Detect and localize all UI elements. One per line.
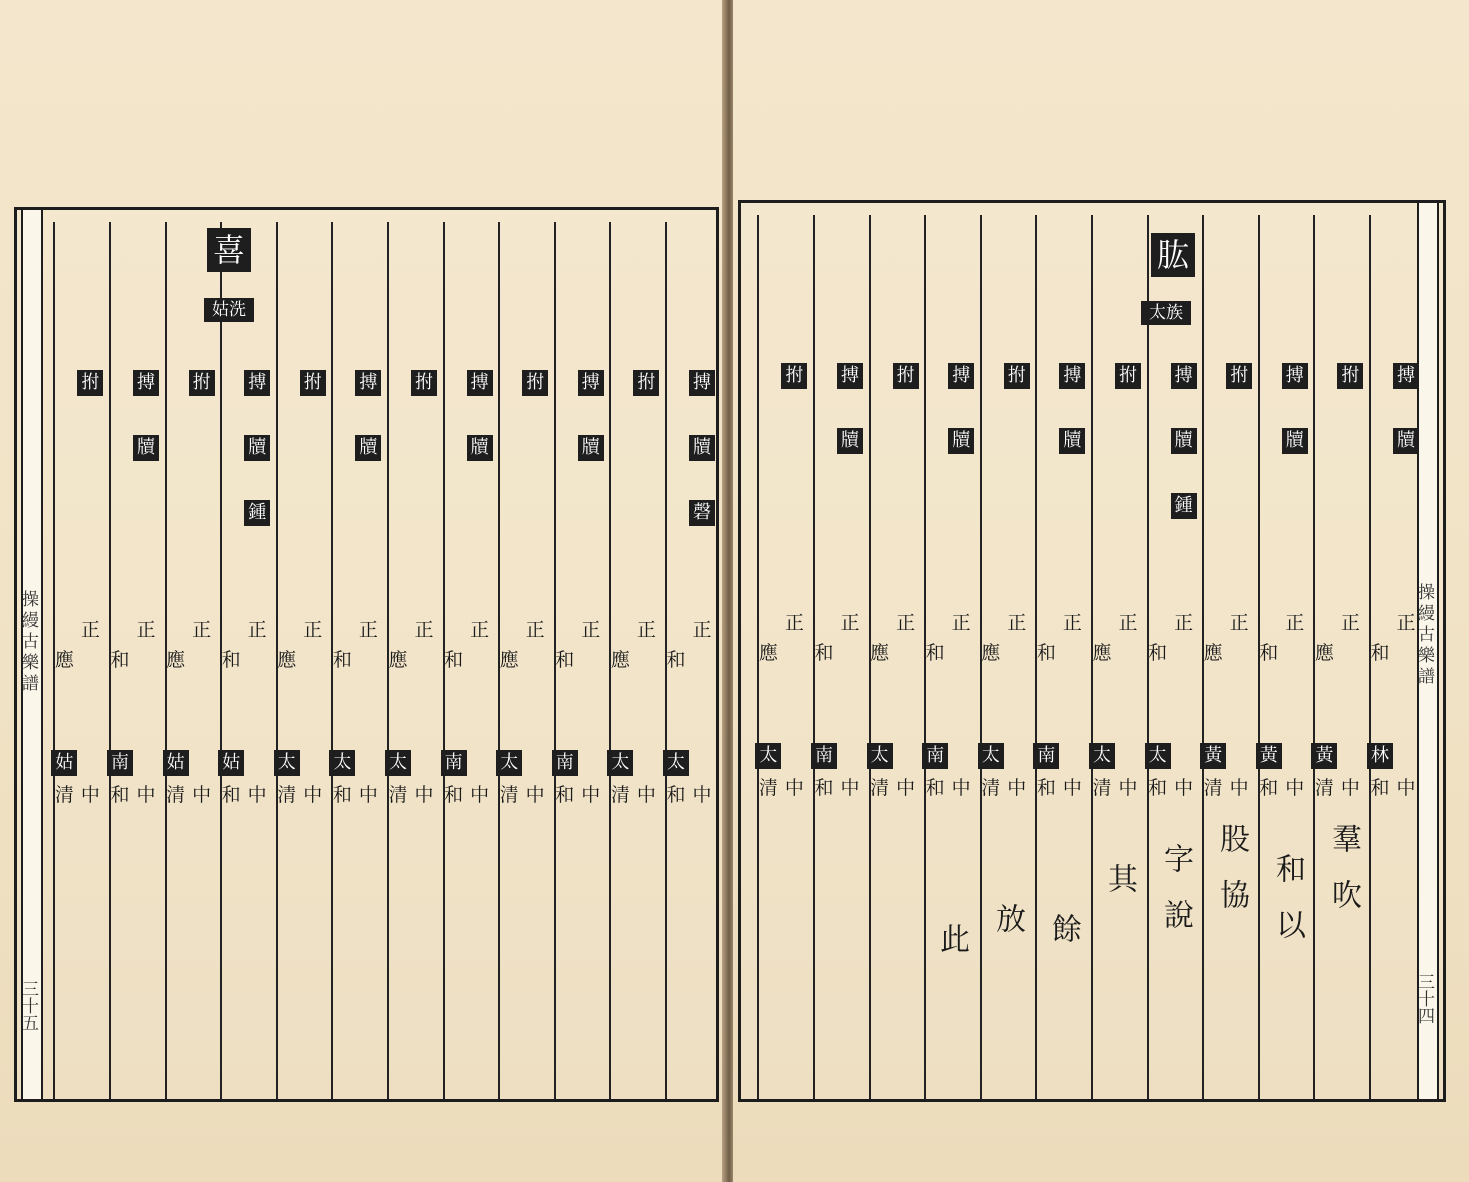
score-cell-b1: 南 — [811, 743, 837, 769]
score-cell-b3: 和 — [814, 777, 834, 799]
score-cell-top: 搏 — [837, 363, 863, 389]
score-cell-b3: 清 — [610, 784, 630, 806]
right-rail-page: 三十四 — [1414, 973, 1434, 1024]
score-cell-b3: 清 — [758, 777, 778, 799]
score-cell-b2: 中 — [636, 784, 656, 806]
score-cell-b2: 中 — [692, 784, 712, 806]
score-cell-top: 拊 — [189, 370, 215, 396]
score-cell-b2: 中 — [840, 777, 860, 799]
score-cell-n2: 應 — [166, 649, 186, 671]
score-cell-mid: 牘 — [837, 428, 863, 454]
score-cell-top: 拊 — [77, 370, 103, 396]
score-cell-b3: 和 — [332, 784, 352, 806]
score-cell-top: 搏 — [689, 370, 715, 396]
score-cell-b1: 南 — [441, 750, 467, 776]
score-cell-b3: 和 — [110, 784, 130, 806]
score-cell-b3: 和 — [221, 784, 241, 806]
score-cell-n1: 正 — [896, 612, 916, 634]
score-cell-n2: 和 — [444, 649, 464, 671]
score-cell-b1: 太 — [607, 750, 633, 776]
score-cell-n1: 正 — [80, 619, 100, 641]
score-cell-n2: 和 — [1370, 642, 1390, 664]
score-cell-n1: 正 — [1062, 612, 1082, 634]
score-cell-n2: 和 — [814, 642, 834, 664]
score-cell-top: 拊 — [1115, 363, 1141, 389]
score-cell-n1: 正 — [1174, 612, 1194, 634]
score-cell-b1: 黃 — [1311, 743, 1337, 769]
score-cell-n2: 和 — [221, 649, 241, 671]
score-cell-b2: 中 — [470, 784, 490, 806]
score-cell-top: 搏 — [948, 363, 974, 389]
score-cell-top: 拊 — [893, 363, 919, 389]
score-cell-n1: 正 — [1229, 612, 1249, 634]
score-cell-top: 拊 — [1226, 363, 1252, 389]
score-cell-top: 搏 — [467, 370, 493, 396]
score-cell-b2: 中 — [80, 784, 100, 806]
score-cell-b1: 太 — [274, 750, 300, 776]
score-cell-b1: 太 — [867, 743, 893, 769]
score-cell-b1: 太 — [978, 743, 1004, 769]
score-cell-mid: 牘 — [1282, 428, 1308, 454]
score-cell-top: 搏 — [1059, 363, 1085, 389]
score-cell-b1: 南 — [922, 743, 948, 769]
score-cell-top: 搏 — [578, 370, 604, 396]
score-cell-n1: 正 — [1007, 612, 1027, 634]
score-cell-n1: 正 — [414, 619, 434, 641]
score-cell-b3: 清 — [870, 777, 890, 799]
score-cell-top: 拊 — [522, 370, 548, 396]
right-frame — [738, 200, 1446, 1102]
annotation-text: 此 — [934, 923, 969, 979]
score-cell-n1: 正 — [525, 619, 545, 641]
score-cell-n2: 和 — [666, 649, 686, 671]
score-cell-n2: 應 — [1203, 642, 1223, 664]
score-cell-b1: 太 — [329, 750, 355, 776]
score-cell-mid: 牘 — [1171, 428, 1197, 454]
left-rail-title: 操縵古樂譜 — [18, 590, 38, 695]
score-cell-mid: 牘 — [948, 428, 974, 454]
score-cell-top: 拊 — [411, 370, 437, 396]
annotation-text: 和以 — [1270, 853, 1305, 965]
left-rail — [18, 210, 43, 1099]
score-cell-b3: 清 — [1092, 777, 1112, 799]
score-cell-mid: 牘 — [1393, 428, 1419, 454]
score-cell-b1: 太 — [1089, 743, 1115, 769]
score-cell-low: 鍾 — [244, 500, 270, 526]
score-cell-b2: 中 — [784, 777, 804, 799]
left-heading-sub: 姑洗 — [204, 298, 254, 322]
score-cell-top: 搏 — [244, 370, 270, 396]
score-cell-b2: 中 — [1062, 777, 1082, 799]
right-rail-title: 操縵古樂譜 — [1414, 583, 1434, 688]
score-cell-mid: 牘 — [578, 435, 604, 461]
annotation-text: 其 — [1102, 863, 1137, 919]
score-cell-n2: 應 — [499, 649, 519, 671]
score-cell-top: 拊 — [300, 370, 326, 396]
score-cell-top: 拊 — [1004, 363, 1030, 389]
score-cell-b1: 太 — [663, 750, 689, 776]
score-cell-b2: 中 — [192, 784, 212, 806]
score-cell-b3: 和 — [555, 784, 575, 806]
score-cell-n2: 應 — [1092, 642, 1112, 664]
score-cell-n1: 正 — [840, 612, 860, 634]
annotation-text: 股協 — [1214, 823, 1249, 935]
score-cell-b2: 中 — [1340, 777, 1360, 799]
score-cell-n2: 和 — [1036, 642, 1056, 664]
score-cell-n2: 和 — [925, 642, 945, 664]
score-cell-b2: 中 — [1229, 777, 1249, 799]
score-cell-n2: 應 — [388, 649, 408, 671]
score-cell-top: 拊 — [633, 370, 659, 396]
annotation-text: 放 — [990, 903, 1025, 959]
score-cell-n2: 和 — [332, 649, 352, 671]
score-cell-b1: 南 — [552, 750, 578, 776]
score-cell-b3: 和 — [1259, 777, 1279, 799]
score-cell-n1: 正 — [470, 619, 490, 641]
score-cell-top: 搏 — [133, 370, 159, 396]
score-cell-b3: 和 — [1148, 777, 1168, 799]
score-cell-n1: 正 — [692, 619, 712, 641]
annotation-text: 羣吹 — [1326, 823, 1361, 935]
score-cell-b3: 清 — [981, 777, 1001, 799]
score-cell-n1: 正 — [1285, 612, 1305, 634]
score-cell-b1: 姑 — [51, 750, 77, 776]
score-cell-b2: 中 — [414, 784, 434, 806]
score-cell-b1: 南 — [1033, 743, 1059, 769]
score-cell-b2: 中 — [525, 784, 545, 806]
score-cell-b2: 中 — [951, 777, 971, 799]
score-cell-b1: 林 — [1367, 743, 1393, 769]
score-cell-b1: 南 — [107, 750, 133, 776]
score-cell-b3: 和 — [925, 777, 945, 799]
score-cell-b2: 中 — [1396, 777, 1416, 799]
score-cell-b3: 清 — [54, 784, 74, 806]
score-cell-n2: 應 — [610, 649, 630, 671]
score-cell-mid: 牘 — [244, 435, 270, 461]
score-cell-b2: 中 — [581, 784, 601, 806]
left-page — [0, 0, 725, 1182]
score-cell-n1: 正 — [358, 619, 378, 641]
score-cell-b2: 中 — [136, 784, 156, 806]
score-cell-b1: 姑 — [218, 750, 244, 776]
score-cell-mid: 牘 — [1059, 428, 1085, 454]
score-cell-b3: 清 — [388, 784, 408, 806]
left-frame — [14, 207, 719, 1102]
score-cell-n1: 正 — [136, 619, 156, 641]
annotation-text: 餘 — [1046, 913, 1081, 969]
score-cell-b3: 清 — [1314, 777, 1334, 799]
score-cell-n2: 應 — [758, 642, 778, 664]
score-cell-n2: 應 — [54, 649, 74, 671]
score-cell-b1: 姑 — [163, 750, 189, 776]
score-cell-b2: 中 — [358, 784, 378, 806]
score-cell-n1: 正 — [636, 619, 656, 641]
right-heading-sub: 太族 — [1141, 301, 1191, 325]
score-cell-b2: 中 — [247, 784, 267, 806]
score-cell-mid: 牘 — [133, 435, 159, 461]
score-cell-top: 搏 — [1171, 363, 1197, 389]
score-cell-n1: 正 — [192, 619, 212, 641]
score-cell-b2: 中 — [1174, 777, 1194, 799]
score-cell-n1: 正 — [1340, 612, 1360, 634]
score-cell-n2: 和 — [1148, 642, 1168, 664]
score-cell-b3: 清 — [277, 784, 297, 806]
score-cell-mid: 牘 — [355, 435, 381, 461]
score-cell-b2: 中 — [1118, 777, 1138, 799]
score-cell-b1: 黃 — [1256, 743, 1282, 769]
score-cell-top: 搏 — [355, 370, 381, 396]
score-cell-b3: 和 — [666, 784, 686, 806]
score-cell-n1: 正 — [247, 619, 267, 641]
score-cell-b1: 太 — [385, 750, 411, 776]
score-cell-n2: 和 — [555, 649, 575, 671]
score-cell-b3: 清 — [166, 784, 186, 806]
score-cell-n1: 正 — [1118, 612, 1138, 634]
score-cell-n1: 正 — [303, 619, 323, 641]
score-cell-n1: 正 — [1396, 612, 1416, 634]
right-heading-char: 肱 — [1151, 233, 1195, 277]
score-cell-n1: 正 — [784, 612, 804, 634]
score-cell-low: 磬 — [689, 500, 715, 526]
score-cell-n2: 應 — [1314, 642, 1334, 664]
score-cell-b1: 太 — [496, 750, 522, 776]
score-cell-n2: 應 — [870, 642, 890, 664]
score-cell-n2: 應 — [277, 649, 297, 671]
score-cell-b3: 和 — [1036, 777, 1056, 799]
score-cell-n2: 和 — [110, 649, 130, 671]
score-cell-b2: 中 — [303, 784, 323, 806]
score-cell-mid: 牘 — [467, 435, 493, 461]
score-cell-top: 搏 — [1393, 363, 1419, 389]
score-cell-b3: 和 — [444, 784, 464, 806]
score-cell-top: 拊 — [781, 363, 807, 389]
score-cell-b1: 太 — [755, 743, 781, 769]
score-cell-n1: 正 — [951, 612, 971, 634]
score-cell-mid: 牘 — [689, 435, 715, 461]
score-cell-b2: 中 — [896, 777, 916, 799]
score-cell-b2: 中 — [1007, 777, 1027, 799]
score-cell-top: 拊 — [1337, 363, 1363, 389]
score-cell-low: 鍾 — [1171, 493, 1197, 519]
annotation-text: 字說 — [1158, 843, 1193, 955]
left-rail-page: 三十五 — [18, 980, 38, 1031]
score-cell-n2: 應 — [981, 642, 1001, 664]
score-cell-n1: 正 — [581, 619, 601, 641]
score-cell-b3: 和 — [1370, 777, 1390, 799]
score-cell-b1: 黃 — [1200, 743, 1226, 769]
score-cell-b2: 中 — [1285, 777, 1305, 799]
score-cell-b1: 太 — [1145, 743, 1171, 769]
score-cell-b3: 清 — [1203, 777, 1223, 799]
right-rail — [1414, 203, 1439, 1099]
score-cell-b3: 清 — [499, 784, 519, 806]
score-cell-n2: 和 — [1259, 642, 1279, 664]
right-page — [733, 0, 1469, 1182]
left-heading-char: 喜 — [207, 228, 251, 272]
score-cell-top: 搏 — [1282, 363, 1308, 389]
